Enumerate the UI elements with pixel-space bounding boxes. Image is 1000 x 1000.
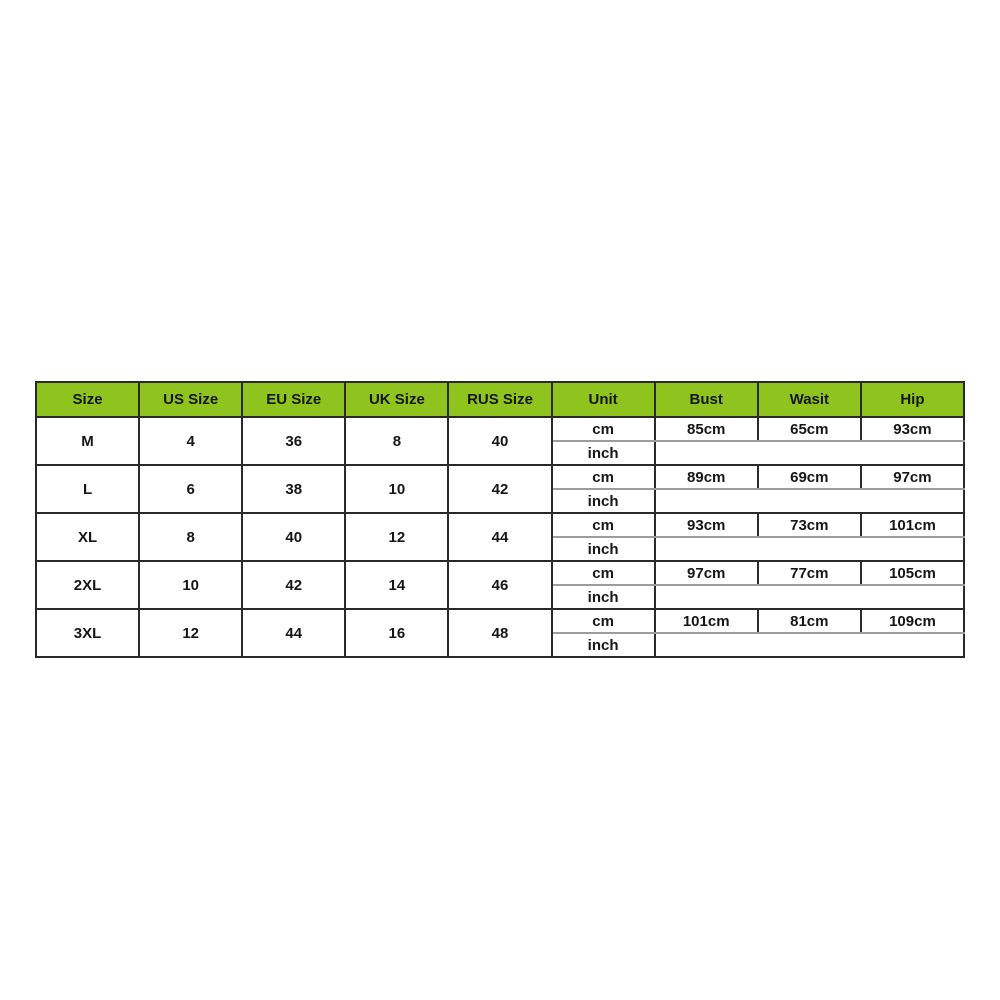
us-size-cell: 10 <box>139 561 242 609</box>
rus-size-cell: 48 <box>448 609 551 657</box>
inch-values-empty <box>655 585 964 609</box>
bust-cm-cell: 101cm <box>655 609 758 633</box>
uk-size-cell: 14 <box>345 561 448 609</box>
hip-cm-cell: 93cm <box>861 417 964 441</box>
row-3xl-cm <box>36 609 964 633</box>
eu-size-cell: 38 <box>242 465 345 513</box>
us-size-cell: 4 <box>139 417 242 465</box>
rus-size-cell: 42 <box>448 465 551 513</box>
row-xl-cm <box>36 513 964 537</box>
inch-values-empty <box>655 537 964 561</box>
header-wasit: Wasit <box>758 382 861 417</box>
header-size: Size <box>36 382 139 417</box>
header-hip: Hip <box>861 382 964 417</box>
hip-cm-cell: 97cm <box>861 465 964 489</box>
uk-size-cell: 12 <box>345 513 448 561</box>
wasit-cm-cell: 69cm <box>758 465 861 489</box>
row-l-cm <box>36 465 964 489</box>
wasit-cm-cell: 73cm <box>758 513 861 537</box>
eu-size-cell: 40 <box>242 513 345 561</box>
eu-size-cell: 42 <box>242 561 345 609</box>
unit-inch-label: inch <box>552 489 655 513</box>
header-row <box>36 382 964 417</box>
header-eu-size: EU Size <box>242 382 345 417</box>
wasit-cm-cell: 65cm <box>758 417 861 441</box>
unit-cm-label: cm <box>552 465 655 489</box>
inch-values-empty <box>655 441 964 465</box>
uk-size-cell: 10 <box>345 465 448 513</box>
size-cell: 2XL <box>36 561 139 609</box>
uk-size-cell: 8 <box>345 417 448 465</box>
row-2xl-cm <box>36 561 964 585</box>
inch-values-empty <box>655 633 964 657</box>
uk-size-cell: 16 <box>345 609 448 657</box>
size-cell: M <box>36 417 139 465</box>
rus-size-cell: 46 <box>448 561 551 609</box>
bust-cm-cell: 85cm <box>655 417 758 441</box>
hip-cm-cell: 109cm <box>861 609 964 633</box>
unit-cm-label: cm <box>552 561 655 585</box>
rus-size-cell: 44 <box>448 513 551 561</box>
header-unit: Unit <box>552 382 655 417</box>
unit-inch-label: inch <box>552 441 655 465</box>
unit-inch-label: inch <box>552 633 655 657</box>
header-us-size: US Size <box>139 382 242 417</box>
bust-cm-cell: 97cm <box>655 561 758 585</box>
header-bust: Bust <box>655 382 758 417</box>
size-cell: XL <box>36 513 139 561</box>
size-chart-table <box>35 381 965 658</box>
bust-cm-cell: 89cm <box>655 465 758 489</box>
us-size-cell: 6 <box>139 465 242 513</box>
unit-cm-label: cm <box>552 609 655 633</box>
size-cell: L <box>36 465 139 513</box>
us-size-cell: 12 <box>139 609 242 657</box>
size-cell: 3XL <box>36 609 139 657</box>
header-rus-size: RUS Size <box>448 382 551 417</box>
hip-cm-cell: 105cm <box>861 561 964 585</box>
wasit-cm-cell: 81cm <box>758 609 861 633</box>
unit-inch-label: inch <box>552 537 655 561</box>
wasit-cm-cell: 77cm <box>758 561 861 585</box>
bust-cm-cell: 93cm <box>655 513 758 537</box>
unit-inch-label: inch <box>552 585 655 609</box>
eu-size-cell: 44 <box>242 609 345 657</box>
hip-cm-cell: 101cm <box>861 513 964 537</box>
unit-cm-label: cm <box>552 417 655 441</box>
row-m-cm <box>36 417 964 441</box>
unit-cm-label: cm <box>552 513 655 537</box>
eu-size-cell: 36 <box>242 417 345 465</box>
us-size-cell: 8 <box>139 513 242 561</box>
header-uk-size: UK Size <box>345 382 448 417</box>
rus-size-cell: 40 <box>448 417 551 465</box>
inch-values-empty <box>655 489 964 513</box>
